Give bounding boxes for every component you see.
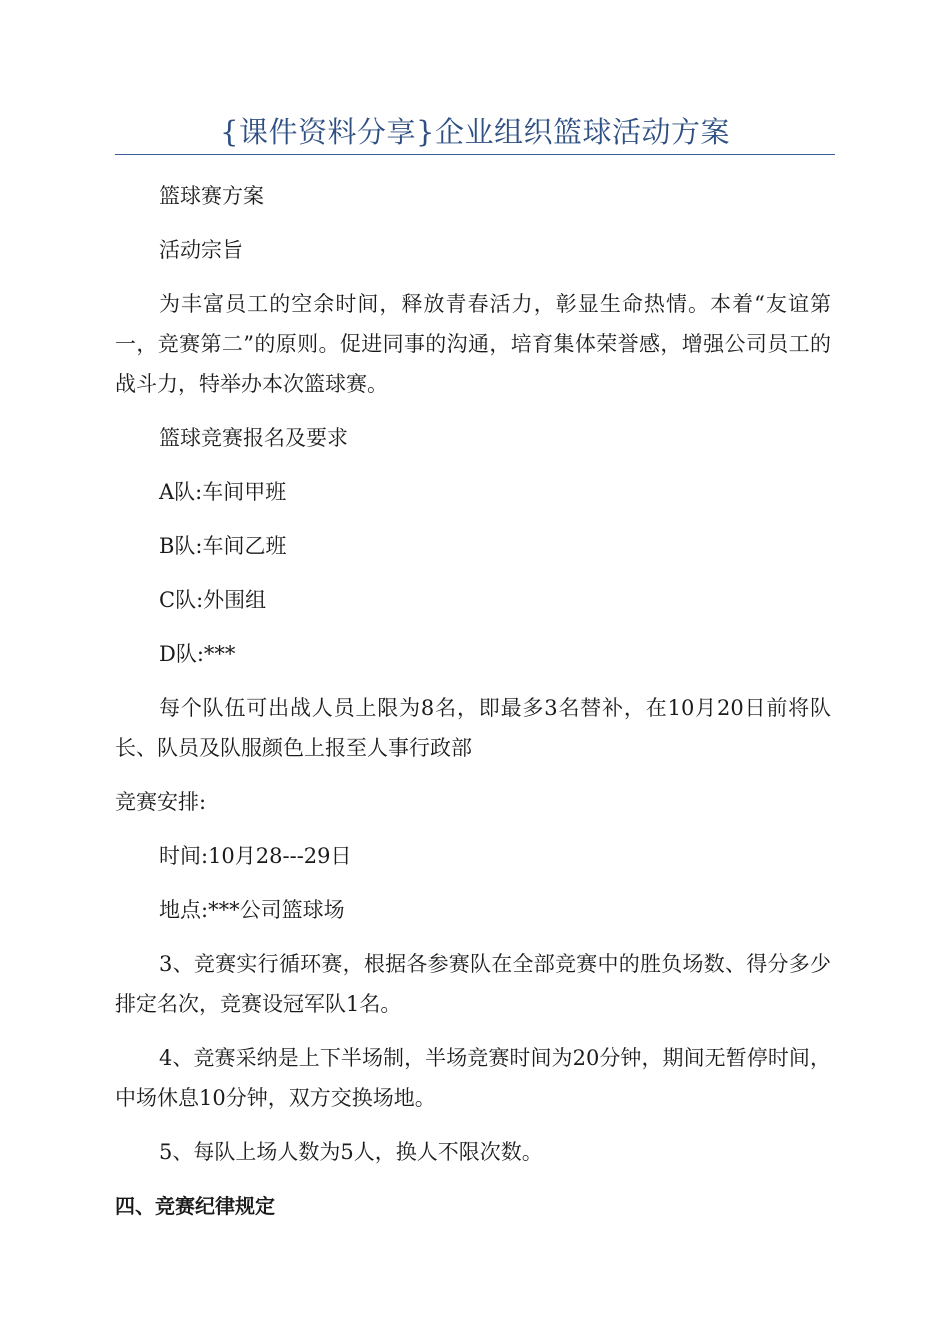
paragraph-team-c: C队:外围组 <box>159 588 267 612</box>
paragraph-plan-heading: 篮球赛方案 <box>159 184 264 208</box>
paragraph-time: 时间:10月28---29日 <box>159 844 352 868</box>
paragraph-purpose-heading: 活动宗旨 <box>159 238 243 262</box>
paragraph-registration-heading: 篮球竞赛报名及要求 <box>159 426 348 450</box>
section-heading-discipline: 四、竞赛纪律规定 <box>115 1194 275 1218</box>
paragraph-rule-5: 5、每队上场人数为5人，换人不限次数。 <box>159 1140 543 1164</box>
document-body <box>115 176 831 1226</box>
paragraph-rule-3: 3、竞赛实行循环赛，根据各参赛队在全部竞赛中的胜负场数、得分多少排定名次，竞赛设冠军队1名。 <box>115 952 831 1016</box>
paragraph-schedule-heading: 竞赛安排: <box>115 790 207 814</box>
paragraph-location: 地点:***公司篮球场 <box>159 898 345 922</box>
paragraph-team-b: B队:车间乙班 <box>159 534 287 558</box>
paragraph-team-d: D队:*** <box>159 642 236 666</box>
paragraph-purpose-body: 为丰富员工的空余时间，释放青春活力，彰显生命热情。本着“友谊第一，竞赛第二”的原则。促进同事的沟通，培育集体荣誉感，增强公司员工的战斗力，特举办本次篮球赛。 <box>115 292 831 396</box>
paragraph-team-a: A队:车间甲班 <box>159 480 287 504</box>
paragraph-rule-4: 4、竞赛采纳是上下半场制，半场竞赛时间为20分钟，期间无暂停时间，中场休息10分钟，双方交换场地。 <box>115 1046 831 1110</box>
title-underline <box>115 154 835 155</box>
paragraph-roster-rules: 每个队伍可出战人员上限为8名，即最多3名替补，在10月20日前将队长、队员及队服颜色上报至人事行政部 <box>115 696 831 760</box>
document-title: {课件资料分享}企业组织篮球活动方案 <box>220 115 730 149</box>
